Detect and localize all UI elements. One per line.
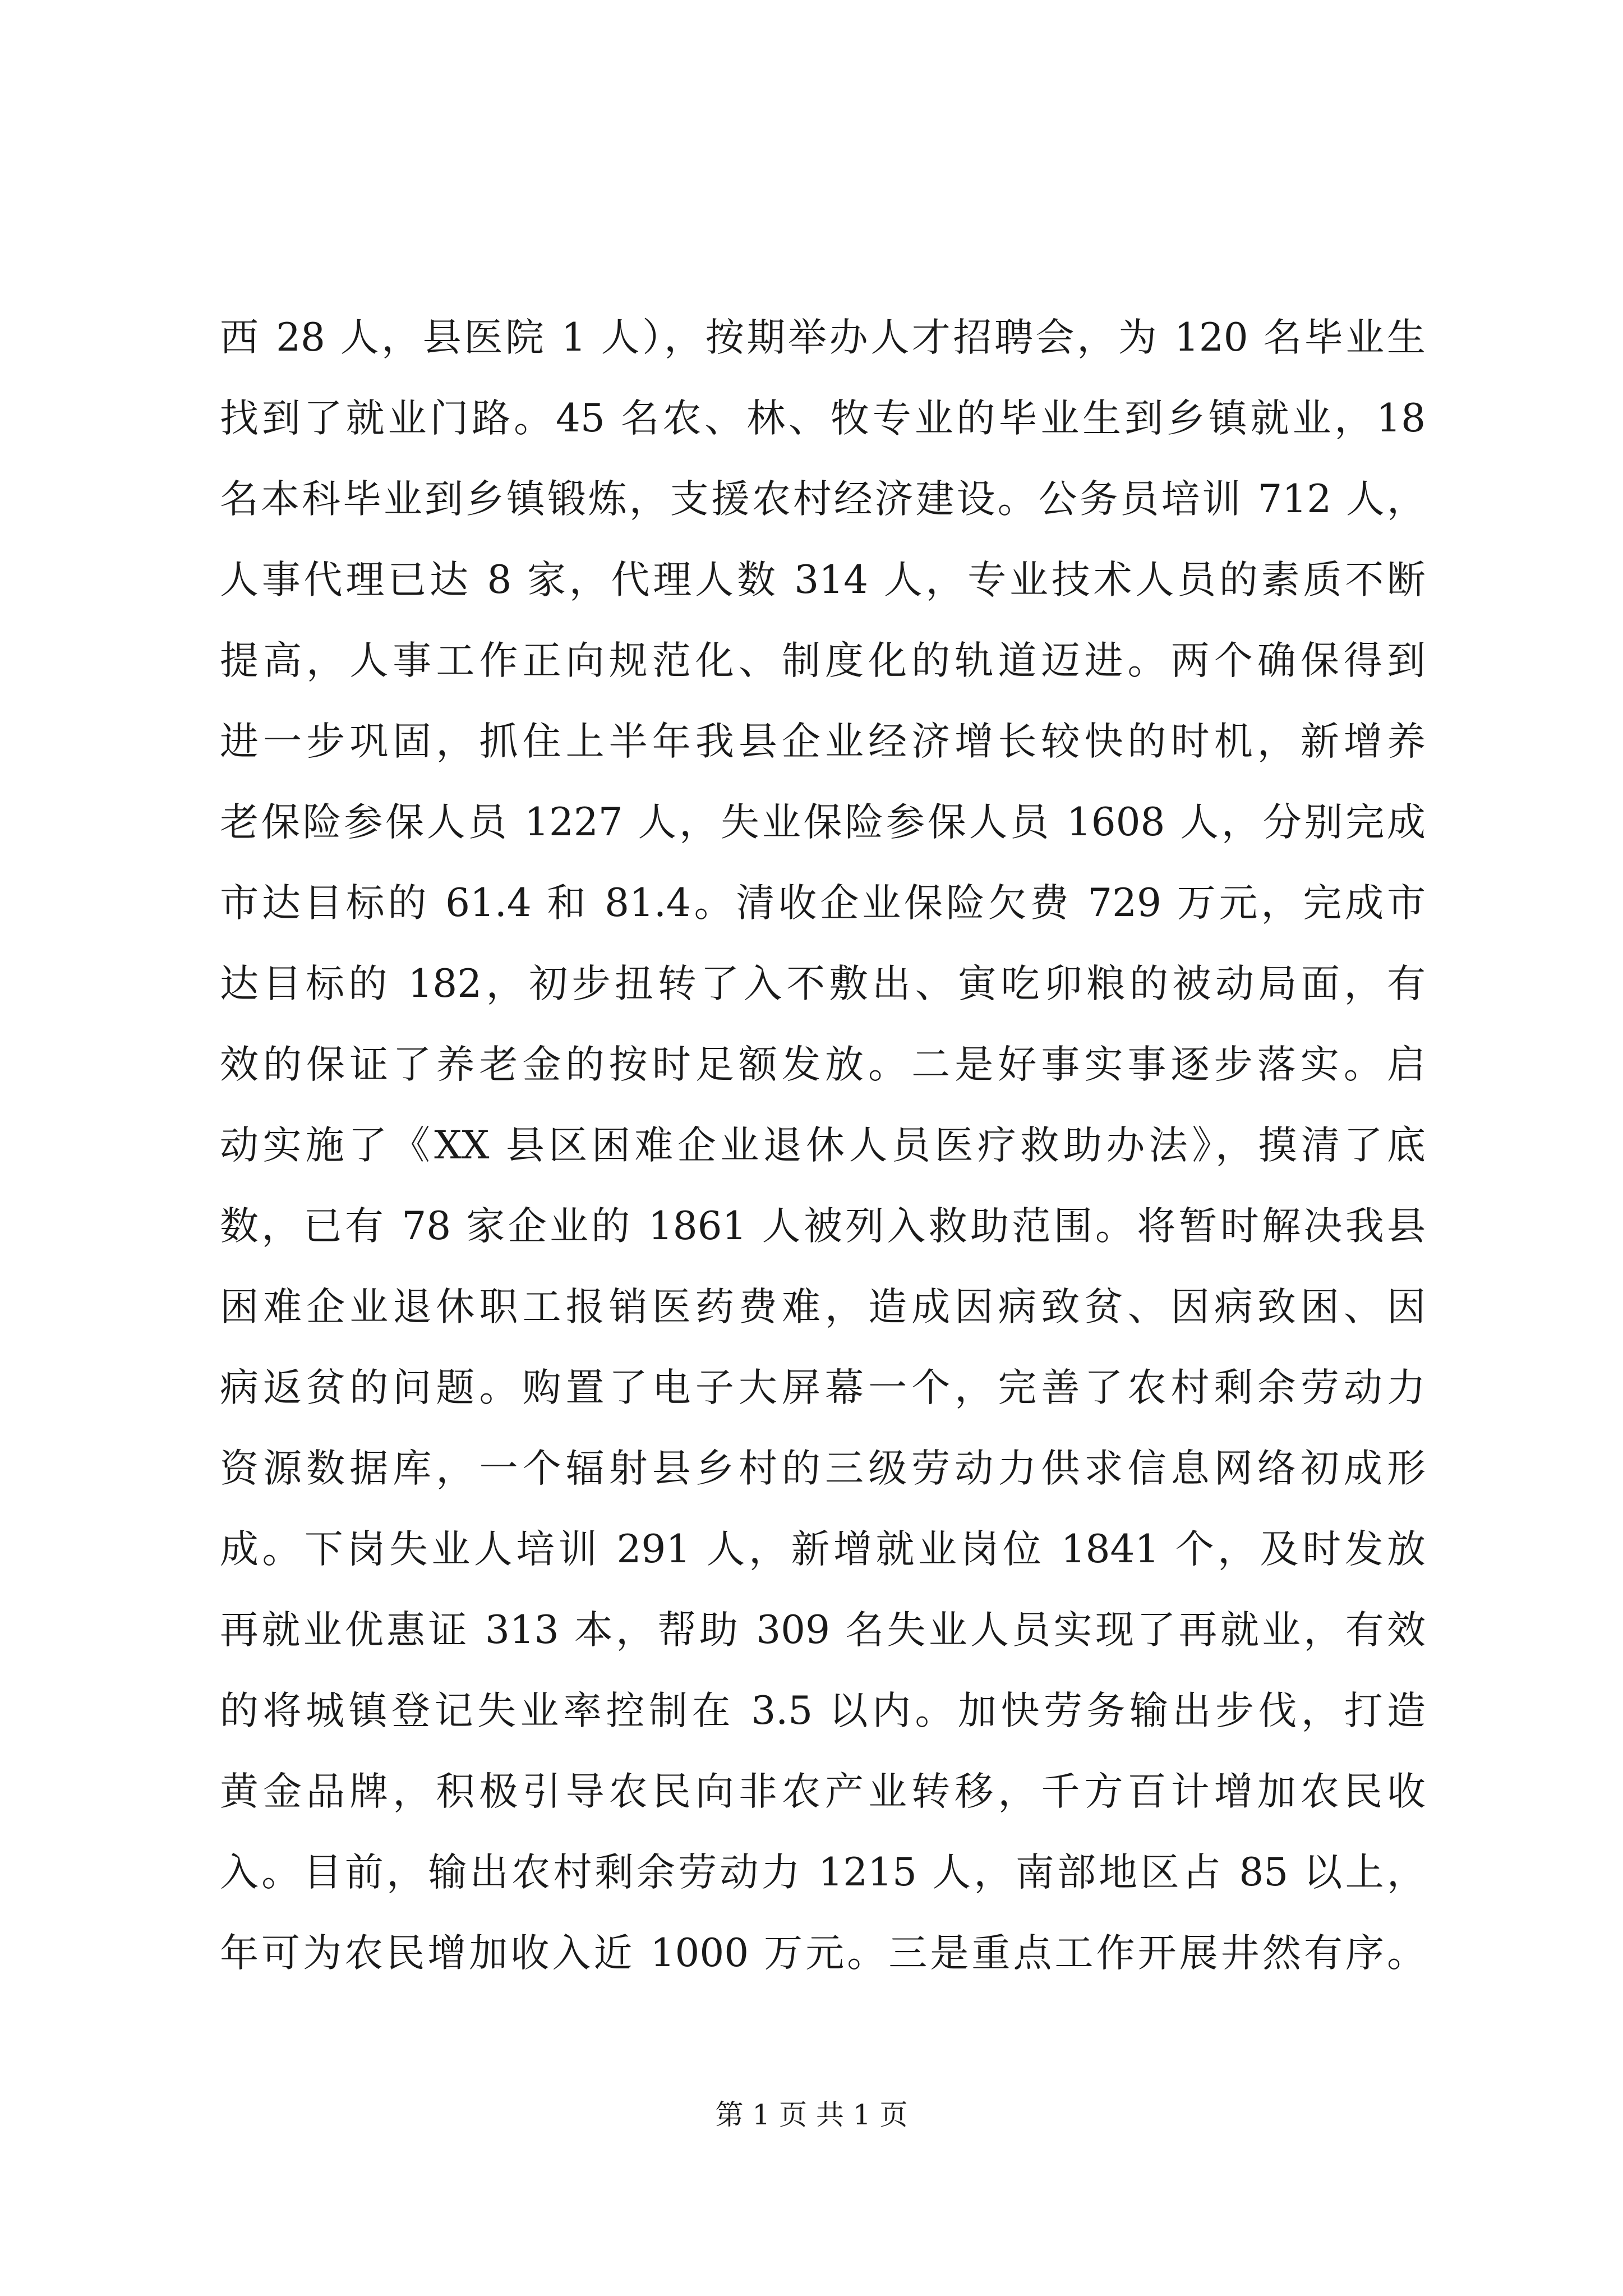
- text-line: 效的保证了养老金的按时足额发放。二是好事实事逐步落实。启: [220, 1042, 1426, 1087]
- text-line: 提高，人事工作正向规范化、制度化的轨道迈进。两个确保得到: [220, 638, 1426, 683]
- text-line: 名本科毕业到乡镇锻炼，支援农村经济建设。公务员培训 712 人，: [220, 477, 1426, 522]
- text-line: 年可为农民增加收入近 1000 万元。三是重点工作开展井然有序。: [220, 1931, 1426, 1976]
- text-line: 再就业优惠证 313 本，帮助 309 名失业人员实现了再就业，有效: [220, 1608, 1426, 1653]
- text-line: 找到了就业门路。45 名农、林、牧专业的毕业生到乡镇就业，18: [220, 396, 1426, 441]
- text-line: 市达目标的 61.4 和 81.4。清收企业保险欠费 729 万元，完成市: [220, 881, 1426, 926]
- text-line: 黄金品牌，积极引导农民向非农产业转移，千方百计增加农民收: [220, 1769, 1426, 1814]
- text-line: 入。目前，输出农村剩余劳动力 1215 人，南部地区占 85 以上，: [220, 1850, 1426, 1895]
- text-line: 困难企业退休职工报销医药费难，造成因病致贫、因病致困、因: [220, 1285, 1426, 1329]
- text-line: 老保险参保人员 1227 人，失业保险参保人员 1608 人，分别完成: [220, 800, 1426, 845]
- text-line: 病返贫的问题。购置了电子大屏幕一个，完善了农村剩余劳动力: [220, 1365, 1426, 1410]
- body-text: [220, 297, 1426, 1994]
- text-line: 动实施了《XX 县区困难企业退休人员医疗救助办法》，摸清了底: [220, 1123, 1426, 1168]
- text-line: 达目标的 182，初步扭转了入不敷出、寅吃卯粮的被动局面，有: [220, 961, 1426, 1006]
- text-line: 数，已有 78 家企业的 1861 人被列入救助范围。将暂时解决我县: [220, 1204, 1426, 1249]
- text-line: 进一步巩固，抓住上半年我县企业经济增长较快的时机，新增养: [220, 719, 1426, 764]
- text-line: 的将城镇登记失业率控制在 3.5 以内。加快劳务输出步伐，打造: [220, 1688, 1426, 1733]
- text-line: 资源数据库，一个辐射县乡村的三级劳动力供求信息网络初成形: [220, 1446, 1426, 1491]
- text-line: 成。下岗失业人培训 291 人，新增就业岗位 1841 个，及时发放: [220, 1527, 1426, 1572]
- page-number: 第 1 页 共 1 页: [715, 2099, 908, 2131]
- page-footer: [0, 2092, 1623, 2137]
- text-line: 人事代理已达 8 家，代理人数 314 人，专业技术人员的素质不断: [220, 558, 1426, 602]
- text-line: 西 28 人，县医院 1 人），按期举办人才招聘会，为 120 名毕业生: [220, 315, 1426, 360]
